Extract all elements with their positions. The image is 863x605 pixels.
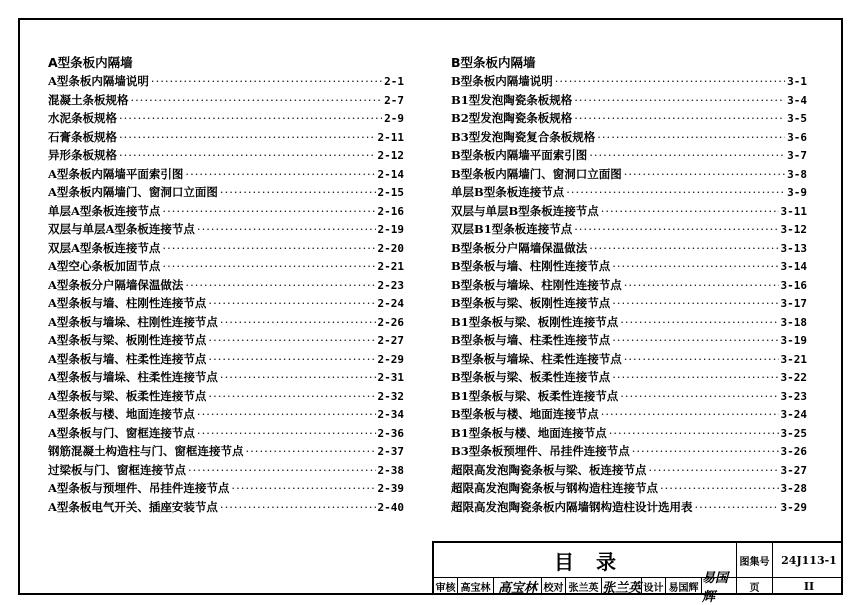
- toc-entry: [451, 294, 807, 313]
- toc-entry-title: 混凝土条板规格: [48, 92, 129, 107]
- dot-leader: [231, 479, 375, 498]
- toc-entry: [48, 257, 404, 276]
- dot-leader: [612, 331, 778, 350]
- toc-entry: [451, 91, 807, 110]
- dot-leader: [660, 479, 779, 498]
- dot-leader: [574, 109, 785, 128]
- toc-entry-page: 3-18: [780, 315, 807, 329]
- toc-entry: [48, 350, 404, 369]
- dot-leader: [185, 276, 375, 295]
- toc-entry-title: A型条板内隔墙门、窗洞口立面图: [48, 185, 218, 199]
- dot-leader: [220, 183, 376, 202]
- toc-entry-title: B型条板与墙、柱刚性连接节点: [451, 259, 611, 273]
- dot-leader: [624, 350, 779, 369]
- toc-entry-title: B型条板内隔墙门、窗洞口立面图: [451, 166, 622, 181]
- dot-leader: [601, 405, 779, 424]
- dot-leader: [220, 368, 376, 387]
- toc-entry-title: A型条板内隔墙平面索引图: [48, 166, 184, 181]
- dot-leader: [197, 424, 376, 443]
- toc-entry-title: A型条板内隔墙说明: [48, 74, 149, 88]
- toc-entry-title: 单层A型条板连接节点: [48, 203, 161, 218]
- toc-entry: [451, 479, 807, 498]
- review-label: 审核: [434, 577, 458, 595]
- toc-entry-page: 2-11: [377, 130, 404, 144]
- toc-entry-title: B型条板与墙垛、柱柔性连接节点: [451, 351, 622, 366]
- designer-name: 易国辉: [666, 577, 702, 595]
- dot-leader: [197, 220, 376, 239]
- toc-entry: [48, 165, 404, 184]
- toc-entry-page: 2-36: [377, 426, 404, 440]
- toc-entry-page: 2-31: [377, 371, 404, 384]
- toc-entry: [451, 202, 807, 221]
- toc-entry-page: 2-23: [377, 278, 404, 292]
- dot-leader: [632, 442, 779, 461]
- dot-leader: [555, 72, 785, 91]
- checker-signature: 张兰英: [602, 577, 642, 595]
- dot-leader: [620, 313, 778, 332]
- toc-entry: [451, 128, 807, 147]
- toc-entry-page: 3-5: [787, 112, 807, 125]
- dot-leader: [208, 350, 375, 369]
- toc-entry: [451, 109, 807, 128]
- toc-entry-title: A型条板电气开关、插座安装节点: [48, 499, 218, 514]
- toc-column-b: [451, 54, 807, 516]
- toc-entry-page: 2-39: [377, 482, 404, 495]
- toc-entry: [48, 72, 404, 91]
- dot-leader: [695, 498, 779, 517]
- toc-entry: [451, 146, 807, 165]
- toc-entry-page: 2-1: [384, 75, 404, 88]
- toc-entry-title: B1型条板与梁、板柔性连接节点: [451, 388, 619, 403]
- dot-leader: [612, 294, 778, 313]
- toc-entry-page: 2-37: [377, 445, 404, 458]
- toc-entry-page: 3-22: [780, 371, 807, 384]
- dot-leader: [162, 239, 375, 258]
- toc-entry-page: 3-11: [780, 204, 807, 218]
- dot-leader: [566, 183, 785, 202]
- toc-entry-page: 3-12: [780, 223, 807, 236]
- toc-entry-title: A型条板与墙垛、柱刚性连接节点: [48, 314, 218, 329]
- toc-entry-page: 2-20: [377, 241, 404, 255]
- toc-entry-page: 2-24: [377, 297, 404, 310]
- toc-entry-title: 超限高发泡陶瓷条板与钢构造柱连接节点: [451, 481, 658, 495]
- checker-name: 张兰英: [566, 577, 602, 595]
- document-title: 目录: [434, 543, 737, 577]
- toc-entry-page: 2-29: [377, 352, 404, 366]
- toc-entry: [48, 294, 404, 313]
- toc-entry: [451, 498, 807, 517]
- reviewer-signature: 高宝林: [494, 577, 542, 595]
- toc-entry-title: B型条板内隔墙平面索引图: [451, 148, 588, 162]
- design-label: 设计: [642, 577, 666, 595]
- atlas-number: 24J113-1: [781, 553, 837, 567]
- atlas-number-label: 图集号: [737, 543, 773, 577]
- toc-entry-page: 3-8: [787, 167, 807, 181]
- toc-entry-title: 单层B型条板连接节点: [451, 185, 565, 199]
- check-label: 校对: [542, 577, 566, 595]
- toc-entry: [48, 405, 404, 424]
- toc-entry: [48, 276, 404, 295]
- section-heading-b: B型条板内隔墙: [451, 55, 536, 70]
- toc-entry: [451, 220, 807, 239]
- toc-entry: [48, 239, 404, 258]
- toc-entry: [451, 368, 807, 387]
- toc-entry-page: 3-19: [780, 334, 807, 347]
- section-heading-a: A型条板内隔墙: [48, 55, 133, 70]
- dot-leader: [574, 220, 778, 239]
- toc-entry: [451, 405, 807, 424]
- dot-leader: [162, 202, 375, 221]
- toc-entry-page: 3-6: [787, 130, 807, 144]
- toc-entry-title: B1型条板与梁、板刚性连接节点: [451, 314, 619, 329]
- toc-entry-title: A型条板与梁、板刚性连接节点: [48, 333, 207, 347]
- toc-entry-title: B型条板与墙垛、柱刚性连接节点: [451, 277, 622, 292]
- dot-leader: [574, 91, 785, 110]
- toc-entry-page: 2-27: [377, 334, 404, 347]
- designer-signature: 易国辉: [702, 577, 737, 595]
- toc-entry: [451, 183, 807, 202]
- dot-leader: [119, 128, 376, 147]
- toc-entry: [48, 313, 404, 332]
- dot-leader: [208, 294, 375, 313]
- toc-entry-title: A型条板与墙、柱柔性连接节点: [48, 351, 207, 366]
- toc-entry-title: A型条板与门、窗框连接节点: [48, 425, 195, 440]
- toc-entry-page: 2-16: [377, 204, 404, 218]
- reviewer-name: 高宝林: [458, 577, 494, 595]
- toc-entry-page: 2-9: [384, 112, 404, 125]
- toc-entry-title: B型条板与楼、地面连接节点: [451, 407, 599, 421]
- toc-entry: [451, 350, 807, 369]
- toc-entry: [48, 424, 404, 443]
- toc-entry-page: 2-34: [377, 408, 404, 421]
- toc-entry-page: 2-12: [377, 149, 404, 162]
- toc-entry-page: 2-40: [377, 500, 404, 514]
- toc-entry-title: B型条板与梁、板刚性连接节点: [451, 296, 611, 310]
- toc-entry: [451, 461, 807, 480]
- toc-entry-page: 3-23: [780, 389, 807, 403]
- toc-entry: [48, 183, 404, 202]
- dot-leader: [612, 257, 778, 276]
- toc-entry-title: B3型条板预埋件、吊挂件连接节点: [451, 444, 630, 458]
- toc-entry: [48, 128, 404, 147]
- toc-entry-page: 2-38: [377, 463, 404, 477]
- dot-leader: [624, 165, 785, 184]
- dot-leader: [208, 387, 375, 406]
- toc-entry-title: B型条板与梁、板柔性连接节点: [451, 370, 611, 384]
- toc-entry-title: 超限高发泡陶瓷条板内隔墙钢构造柱设计选用表: [451, 499, 693, 514]
- toc-entry-title: 超限高发泡陶瓷条板与梁、板连接节点: [451, 462, 647, 477]
- dot-leader: [151, 72, 382, 91]
- dot-leader: [649, 461, 779, 480]
- toc-entry-title: 过梁板与门、窗框连接节点: [48, 462, 186, 477]
- page-label: 页: [737, 577, 773, 595]
- dot-leader: [612, 368, 778, 387]
- toc-entry-page: 2-15: [377, 186, 404, 199]
- toc-entry-title: 水泥条板规格: [48, 111, 117, 125]
- toc-column-a: [48, 54, 404, 516]
- dot-leader: [620, 387, 778, 406]
- toc-entry: [451, 442, 807, 461]
- toc-entry: [451, 276, 807, 295]
- toc-entry: [48, 220, 404, 239]
- dot-leader: [589, 146, 785, 165]
- dot-leader: [220, 498, 376, 517]
- toc-entry-title: A型条板与楼、地面连接节点: [48, 407, 195, 421]
- toc-entry-title: B型条板与墙、柱柔性连接节点: [451, 333, 611, 347]
- toc-entry-page: 2-14: [377, 167, 404, 181]
- title-block: [432, 541, 843, 605]
- toc-entry-page: 3-1: [787, 75, 807, 88]
- toc-entry: [48, 368, 404, 387]
- dot-leader: [188, 461, 376, 480]
- toc-entry: [451, 424, 807, 443]
- toc-entry-page: 3-17: [780, 297, 807, 310]
- toc-entry-page: 2-7: [384, 93, 404, 107]
- toc-entry-page: 3-14: [780, 260, 807, 273]
- dot-leader: [624, 276, 779, 295]
- toc-entry-title: 石膏条板规格: [48, 129, 117, 144]
- toc-entry: [48, 331, 404, 350]
- toc-entry-title: 双层A型条板连接节点: [48, 240, 161, 255]
- toc-entry-title: 异形条板规格: [48, 148, 117, 162]
- toc-entry-title: B3型发泡陶瓷复合条板规格: [451, 129, 596, 144]
- toc-entry-page: 3-21: [780, 352, 807, 366]
- toc-entry-page: 3-24: [780, 408, 807, 421]
- toc-entry-page: 3-9: [787, 186, 807, 199]
- toc-entry-title: 双层与单层B型条板连接节点: [451, 203, 599, 218]
- toc-entry: [48, 91, 404, 110]
- toc-entry-title: B1型发泡陶瓷条板规格: [451, 92, 573, 107]
- toc-entry-page: 3-26: [780, 445, 807, 458]
- toc-entry: [451, 165, 807, 184]
- toc-entry: [48, 461, 404, 480]
- toc-entry: [451, 387, 807, 406]
- dot-leader: [589, 239, 778, 258]
- toc-list-a: [48, 72, 404, 516]
- toc-entry-title: B2型发泡陶瓷条板规格: [451, 111, 573, 125]
- dot-leader: [162, 257, 375, 276]
- dot-leader: [119, 109, 382, 128]
- toc-entry-title: A型空心条板加固节点: [48, 259, 161, 273]
- toc-entry: [48, 109, 404, 128]
- toc-entry-page: 3-29: [780, 500, 807, 514]
- toc-entry-page: 3-4: [787, 93, 807, 107]
- toc-entry-title: 双层B1型条板连接节点: [451, 222, 573, 236]
- toc-entry: [451, 257, 807, 276]
- dot-leader: [609, 424, 779, 443]
- toc-entry-page: 3-25: [780, 426, 807, 440]
- page-number: II: [803, 579, 815, 593]
- dot-leader: [185, 165, 375, 184]
- dot-leader: [119, 146, 376, 165]
- toc-entry-title: B型条板分户隔墙保温做法: [451, 240, 588, 255]
- toc-entry-title: A型条板与墙垛、柱柔性连接节点: [48, 370, 218, 384]
- dot-leader: [131, 91, 383, 110]
- toc-entry-page: 3-7: [787, 149, 807, 162]
- title-block-row-main: [434, 543, 843, 578]
- toc-entry: [48, 146, 404, 165]
- toc-entry-title: 钢筋混凝土构造柱与门、窗框连接节点: [48, 444, 244, 458]
- dot-leader: [601, 202, 779, 221]
- toc-entry: [48, 498, 404, 517]
- toc-entry-title: A型条板与墙、柱刚性连接节点: [48, 296, 207, 310]
- toc-entry: [48, 479, 404, 498]
- toc-entry: [451, 239, 807, 258]
- toc-entry-page: 2-32: [377, 389, 404, 403]
- toc-entry: [451, 313, 807, 332]
- dot-leader: [208, 331, 375, 350]
- dot-leader: [220, 313, 376, 332]
- toc-entry-title: 双层与单层A型条板连接节点: [48, 222, 195, 236]
- toc-entry-page: 2-26: [377, 315, 404, 329]
- toc-entry: [451, 331, 807, 350]
- dot-leader: [246, 442, 376, 461]
- toc-entry-page: 3-13: [780, 241, 807, 255]
- toc-entry: [48, 202, 404, 221]
- toc-entry: [451, 72, 807, 91]
- toc-entry-title: B型条板内隔墙说明: [451, 74, 553, 88]
- toc-list-b: [451, 72, 807, 516]
- toc-entry-page: 3-16: [780, 278, 807, 292]
- toc-entry-page: 3-28: [780, 482, 807, 495]
- toc-entry-page: 2-19: [377, 223, 404, 236]
- toc-entry-title: B1型条板与楼、地面连接节点: [451, 425, 607, 440]
- toc-entry-page: 3-27: [780, 463, 807, 477]
- toc-entry-title: A型条板分户隔墙保温做法: [48, 277, 184, 292]
- toc-entry-page: 2-21: [377, 260, 404, 273]
- toc-entry: [48, 442, 404, 461]
- dot-leader: [597, 128, 785, 147]
- dot-leader: [197, 405, 376, 424]
- toc-entry-title: A型条板与预埋件、吊挂件连接节点: [48, 481, 230, 495]
- toc-entry-title: A型条板与梁、板柔性连接节点: [48, 388, 207, 403]
- toc-entry: [48, 387, 404, 406]
- title-block-row-signatures: [434, 571, 843, 605]
